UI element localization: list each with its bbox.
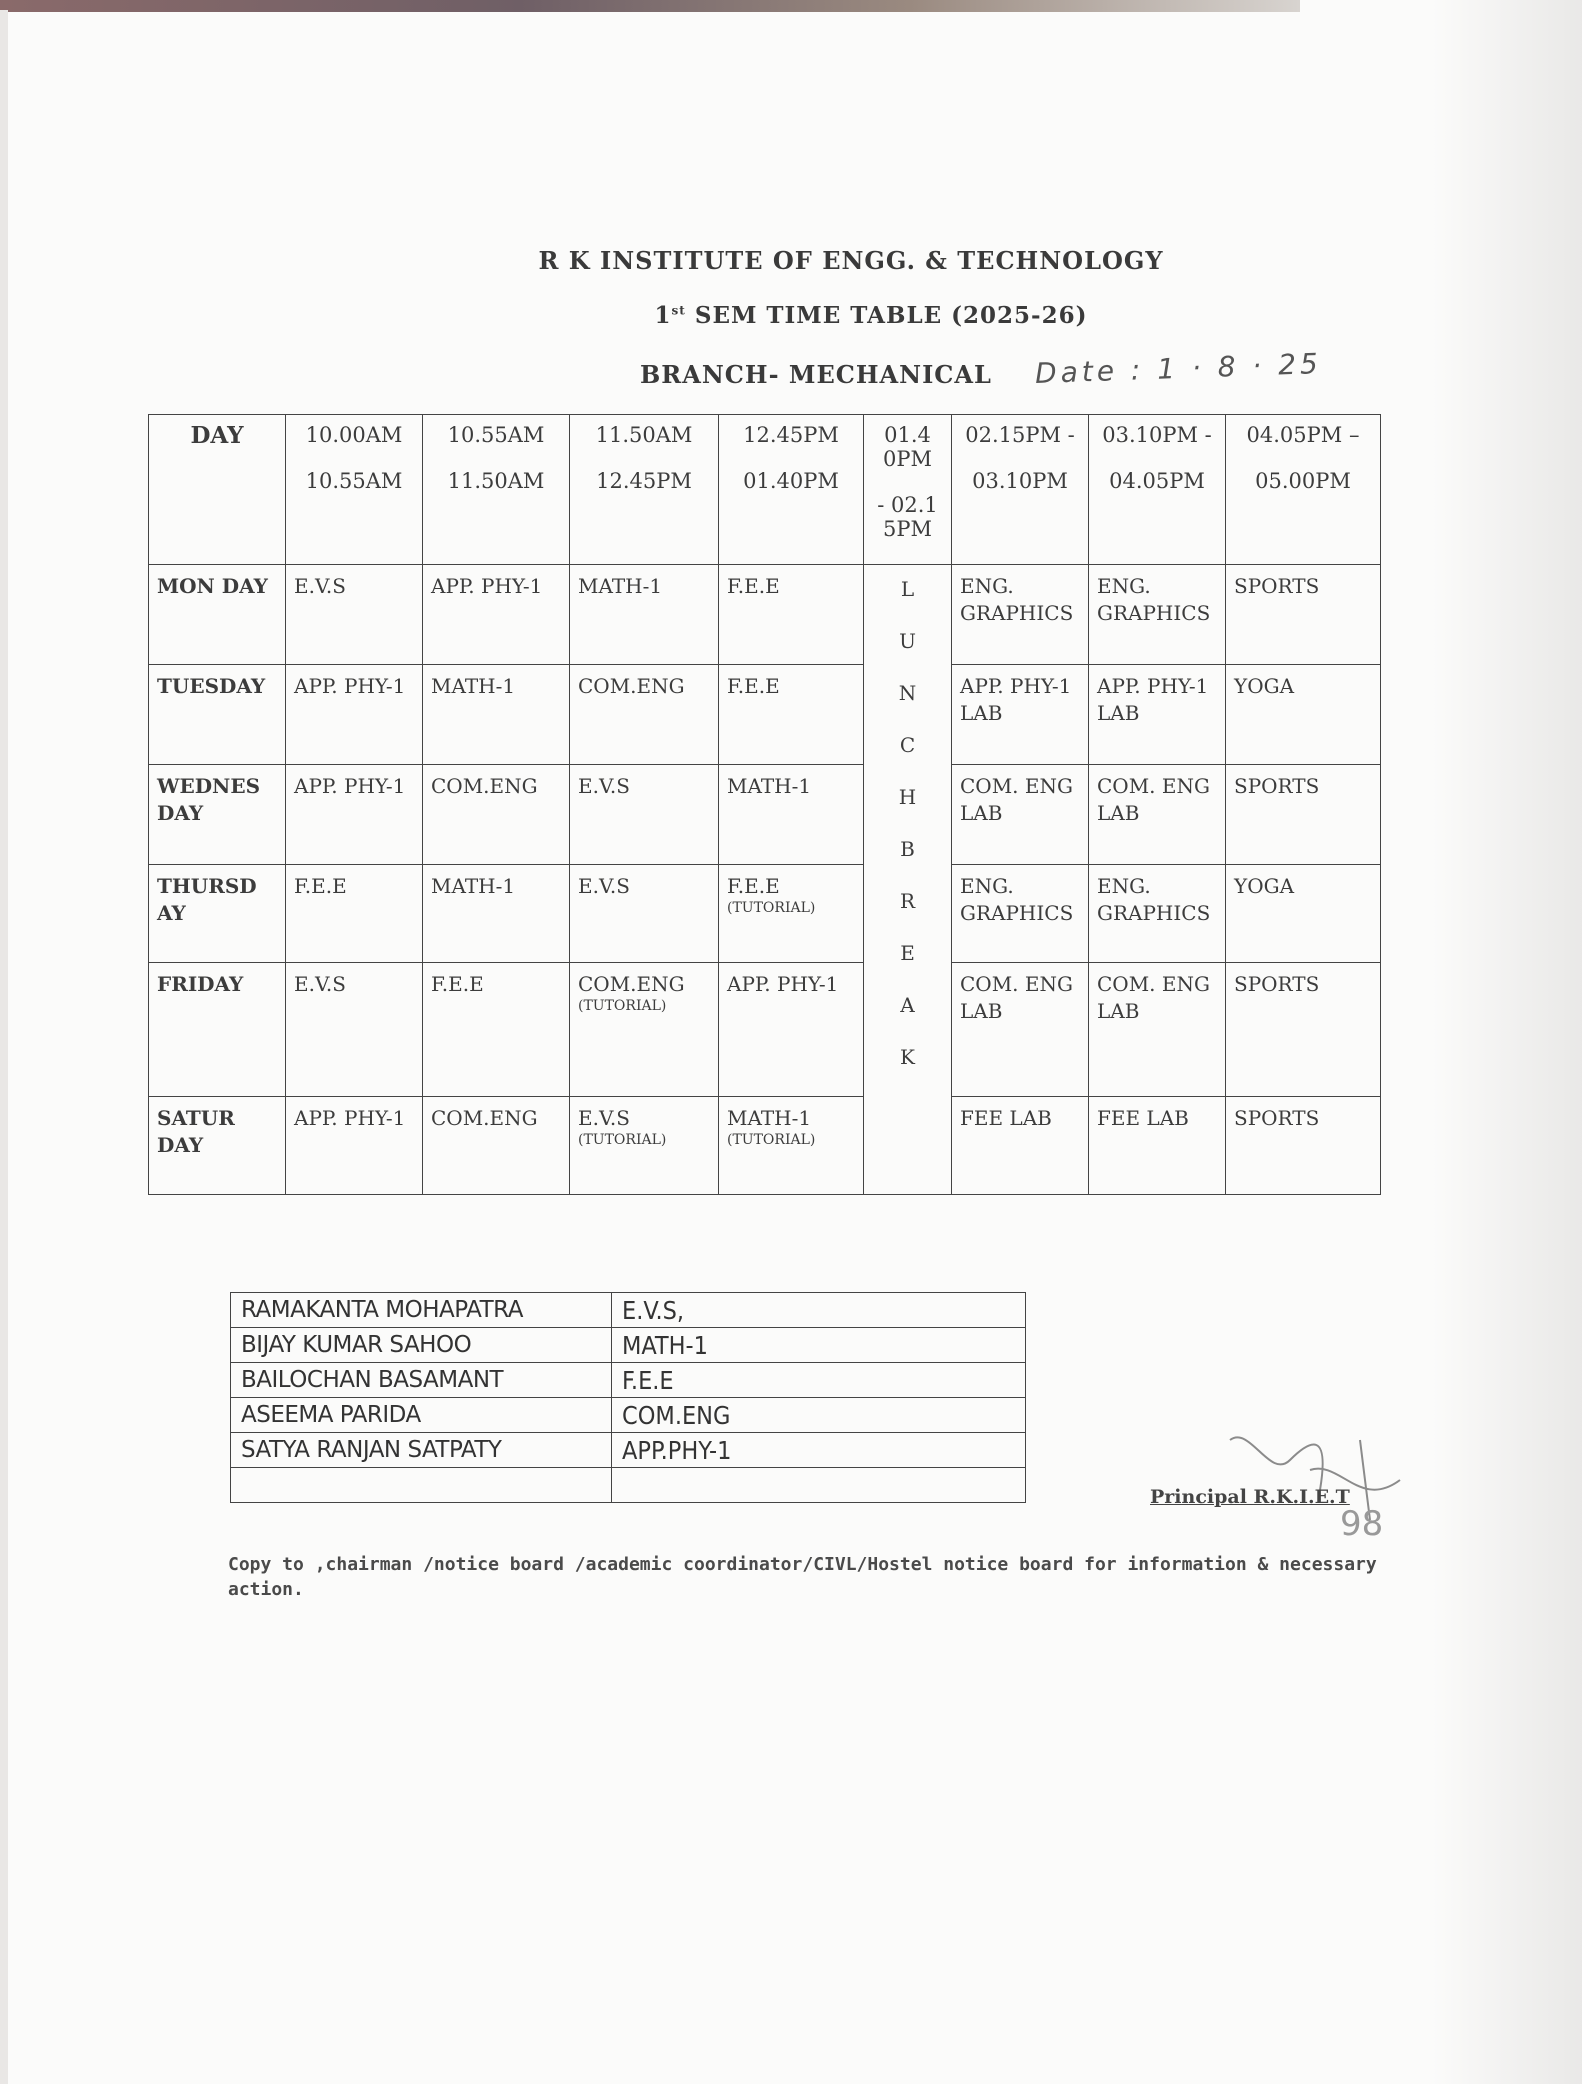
- faculty-subject: F.E.E: [612, 1363, 1026, 1398]
- class-cell: [1089, 665, 1226, 765]
- subject-name: SPORTS: [1234, 1106, 1320, 1130]
- tutorial-note: (TUTORIAL): [578, 1132, 667, 1148]
- header-time-start: 03.10PM -: [1102, 423, 1212, 447]
- lunch-break-letter: N: [898, 681, 917, 705]
- tutorial-note: (TUTORIAL): [578, 998, 667, 1014]
- timetable-row: [149, 765, 1381, 865]
- subject-name: COM. ENG LAB: [1097, 774, 1210, 825]
- subject-name: F.E.E: [727, 574, 780, 598]
- class-cell: [570, 765, 719, 865]
- faculty-subject: [612, 1468, 1026, 1503]
- subject-name: SPORTS: [1234, 574, 1320, 598]
- class-cell: [1089, 963, 1226, 1097]
- class-cell: [952, 963, 1089, 1097]
- principal-signature: [1210, 1420, 1440, 1540]
- subject-name: E.V.S: [578, 874, 630, 898]
- faculty-name: BIJAY KUMAR SAHOO: [231, 1328, 612, 1363]
- tutorial-note: (TUTORIAL): [727, 900, 816, 916]
- lunch-break-letter: B: [900, 837, 915, 861]
- class-cell: [570, 665, 719, 765]
- semester-number: 1: [654, 302, 672, 329]
- subject-name: COM.ENG: [578, 674, 685, 698]
- class-cell: [286, 1097, 423, 1195]
- header-time-end: 01.40PM: [743, 469, 839, 494]
- header-day: [149, 415, 286, 565]
- subject-name: ENG. GRAPHICS: [1097, 874, 1211, 925]
- subject-name: F.E.E: [294, 874, 347, 898]
- faculty-row: [231, 1293, 1026, 1328]
- subject-name: APP. PHY-1: [727, 972, 839, 996]
- class-cell: [423, 963, 570, 1097]
- subject-name: COM. ENG LAB: [1097, 972, 1210, 1023]
- faculty-name: ASEEMA PARIDA: [231, 1398, 612, 1433]
- subject-name: SPORTS: [1234, 774, 1320, 798]
- class-cell: [1226, 765, 1381, 865]
- day-label: THURSD AY: [149, 865, 286, 963]
- class-cell: [286, 665, 423, 765]
- day-label: SATUR DAY: [149, 1097, 286, 1195]
- header-slot: [864, 415, 952, 565]
- lunch-break-letter: U: [899, 629, 916, 653]
- header-slot: [952, 415, 1089, 565]
- subject-name: MATH-1: [578, 574, 663, 598]
- subject-name: MATH-1: [431, 874, 516, 898]
- class-cell: [952, 665, 1089, 765]
- subject-name: SPORTS: [1234, 972, 1320, 996]
- class-cell: [1089, 765, 1226, 865]
- copy-to-note: Copy to ,chairman /notice board /academic coordinator/CIVL/Hostel notice board for information & necessary action.: [228, 1554, 1377, 1601]
- faculty-row: [231, 1433, 1026, 1468]
- class-cell: [952, 865, 1089, 963]
- lunch-break-letter: R: [899, 889, 916, 913]
- header-time-end: 12.45PM: [596, 469, 692, 494]
- class-cell: [719, 665, 864, 765]
- subject-name: COM.ENG: [431, 1106, 538, 1130]
- class-cell: [423, 665, 570, 765]
- class-cell: [719, 865, 864, 963]
- timetable: [148, 414, 1381, 1195]
- faculty-name: BAILOCHAN BASAMANT: [231, 1363, 612, 1398]
- header-time-end: 05.00PM: [1255, 469, 1351, 494]
- header-slot: [423, 415, 570, 565]
- subject-name: MATH-1: [727, 1106, 812, 1130]
- header-slot: [1089, 415, 1226, 565]
- subject-name: APP. PHY-1: [294, 774, 406, 798]
- class-cell: [286, 765, 423, 865]
- faculty-row: [231, 1363, 1026, 1398]
- class-cell: [1226, 565, 1381, 665]
- class-cell: [719, 1097, 864, 1195]
- class-cell: [1089, 865, 1226, 963]
- lunch-break-letter: L: [900, 577, 915, 601]
- class-cell: [570, 963, 719, 1097]
- header-time-start: DAY: [190, 422, 244, 449]
- svg-text:98: 98: [1340, 1504, 1384, 1540]
- class-cell: [423, 765, 570, 865]
- header-time-end: 11.50AM: [447, 469, 545, 494]
- header-slot: [719, 415, 864, 565]
- subject-name: ENG. GRAPHICS: [960, 574, 1074, 625]
- subject-name: MATH-1: [431, 674, 516, 698]
- faculty-subject: COM.ENG: [612, 1398, 1026, 1433]
- faculty-table: [230, 1292, 1026, 1503]
- day-label: WEDNES DAY: [149, 765, 286, 865]
- class-cell: [1226, 963, 1381, 1097]
- header-time-start: 11.50AM: [595, 423, 693, 447]
- semester-title: [0, 302, 1582, 329]
- header-time-start: 12.45PM: [743, 423, 839, 447]
- faculty-name: RAMAKANTA MOHAPATRA: [231, 1293, 612, 1328]
- timetable-row: [149, 665, 1381, 765]
- principal-label: Principal R.K.I.E.T: [1150, 1486, 1350, 1508]
- subject-name: F.E.E: [431, 972, 484, 996]
- header-slot: [1226, 415, 1381, 565]
- subject-name: APP. PHY-1: [431, 574, 543, 598]
- header-slot: [570, 415, 719, 565]
- class-cell: [719, 963, 864, 1097]
- class-cell: [1226, 665, 1381, 765]
- class-cell: [570, 565, 719, 665]
- timetable-row: [149, 565, 1381, 665]
- subject-name: COM.ENG: [431, 774, 538, 798]
- subject-name: COM. ENG LAB: [960, 972, 1073, 1023]
- subject-name: YOGA: [1234, 874, 1295, 898]
- subject-name: MATH-1: [727, 774, 812, 798]
- lunch-break-column: [864, 565, 952, 1195]
- faculty-name: [231, 1468, 612, 1503]
- branch-label: BRANCH- MECHANICAL: [640, 360, 992, 389]
- header-time-end: 04.05PM: [1109, 469, 1205, 494]
- institute-name: R K INSTITUTE OF ENGG. & TECHNOLOGY: [538, 246, 1164, 275]
- day-label: TUESDAY: [149, 665, 286, 765]
- header-time-end: 10.55AM: [305, 469, 403, 494]
- class-cell: [423, 565, 570, 665]
- faculty-subject: APP.PHY-1: [612, 1433, 1026, 1468]
- class-cell: [286, 565, 423, 665]
- class-cell: [570, 865, 719, 963]
- class-cell: [952, 1097, 1089, 1195]
- header-time-end: - 02.1 5PM: [877, 493, 938, 542]
- scan-top-edge: [0, 0, 1300, 12]
- class-cell: [1089, 565, 1226, 665]
- subject-name: APP. PHY-1 LAB: [960, 674, 1072, 725]
- timetable-row: [149, 963, 1381, 1097]
- header-time-start: 10.55AM: [447, 423, 545, 447]
- header-time-start: 04.05PM –: [1246, 423, 1360, 447]
- day-label: FRIDAY: [149, 963, 286, 1097]
- lunch-break-letter: C: [899, 733, 916, 757]
- subject-name: ENG. GRAPHICS: [960, 874, 1074, 925]
- tutorial-note: (TUTORIAL): [727, 1132, 816, 1148]
- subject-name: YOGA: [1234, 674, 1295, 698]
- subject-name: E.V.S: [578, 774, 630, 798]
- timetable-header-row: [149, 415, 1381, 565]
- header-time-start: 01.4 0PM: [883, 423, 932, 472]
- class-cell: [1226, 865, 1381, 963]
- subject-name: E.V.S: [578, 1106, 630, 1130]
- subject-name: F.E.E: [727, 674, 780, 698]
- header-time-start: 02.15PM -: [965, 423, 1075, 447]
- faculty-row: [231, 1468, 1026, 1503]
- lunch-break-letter: H: [898, 785, 917, 809]
- class-cell: [719, 565, 864, 665]
- subject-name: APP. PHY-1: [294, 674, 406, 698]
- class-cell: [570, 1097, 719, 1195]
- lunch-break-letter: E: [900, 941, 915, 965]
- class-cell: [952, 565, 1089, 665]
- subject-name: FEE LAB: [960, 1106, 1052, 1130]
- class-cell: [286, 865, 423, 963]
- subject-name: COM. ENG LAB: [960, 774, 1073, 825]
- class-cell: [423, 1097, 570, 1195]
- timetable-row: [149, 1097, 1381, 1195]
- subject-name: APP. PHY-1: [294, 1106, 406, 1130]
- header-slot: [286, 415, 423, 565]
- faculty-subject: MATH-1: [612, 1328, 1026, 1363]
- timetable-row: [149, 865, 1381, 963]
- class-cell: [423, 865, 570, 963]
- semester-title-text: SEM TIME TABLE (2025-26): [694, 302, 1088, 329]
- class-cell: [719, 765, 864, 865]
- class-cell: [952, 765, 1089, 865]
- class-cell: [1226, 1097, 1381, 1195]
- faculty-row: [231, 1398, 1026, 1433]
- faculty-subject: E.V.S,: [612, 1293, 1026, 1328]
- faculty-row: [231, 1328, 1026, 1363]
- subject-name: E.V.S: [294, 574, 346, 598]
- subject-name: FEE LAB: [1097, 1106, 1189, 1130]
- day-label: MON DAY: [149, 565, 286, 665]
- subject-name: F.E.E: [727, 874, 780, 898]
- faculty-name: SATYA RANJAN SATPATY: [231, 1433, 612, 1468]
- header-time-end: 03.10PM: [972, 469, 1068, 494]
- lunch-break-letter: A: [900, 993, 915, 1017]
- subject-name: ENG. GRAPHICS: [1097, 574, 1211, 625]
- subject-name: APP. PHY-1 LAB: [1097, 674, 1209, 725]
- subject-name: E.V.S: [294, 972, 346, 996]
- header-time-start: 10.00AM: [305, 423, 403, 447]
- lunch-break-letter: K: [900, 1045, 915, 1069]
- semester-suffix: st: [671, 303, 686, 318]
- class-cell: [286, 963, 423, 1097]
- class-cell: [1089, 1097, 1226, 1195]
- handwritten-date: Date : 1 · 8 · 25: [1034, 347, 1323, 390]
- subject-name: COM.ENG: [578, 972, 685, 996]
